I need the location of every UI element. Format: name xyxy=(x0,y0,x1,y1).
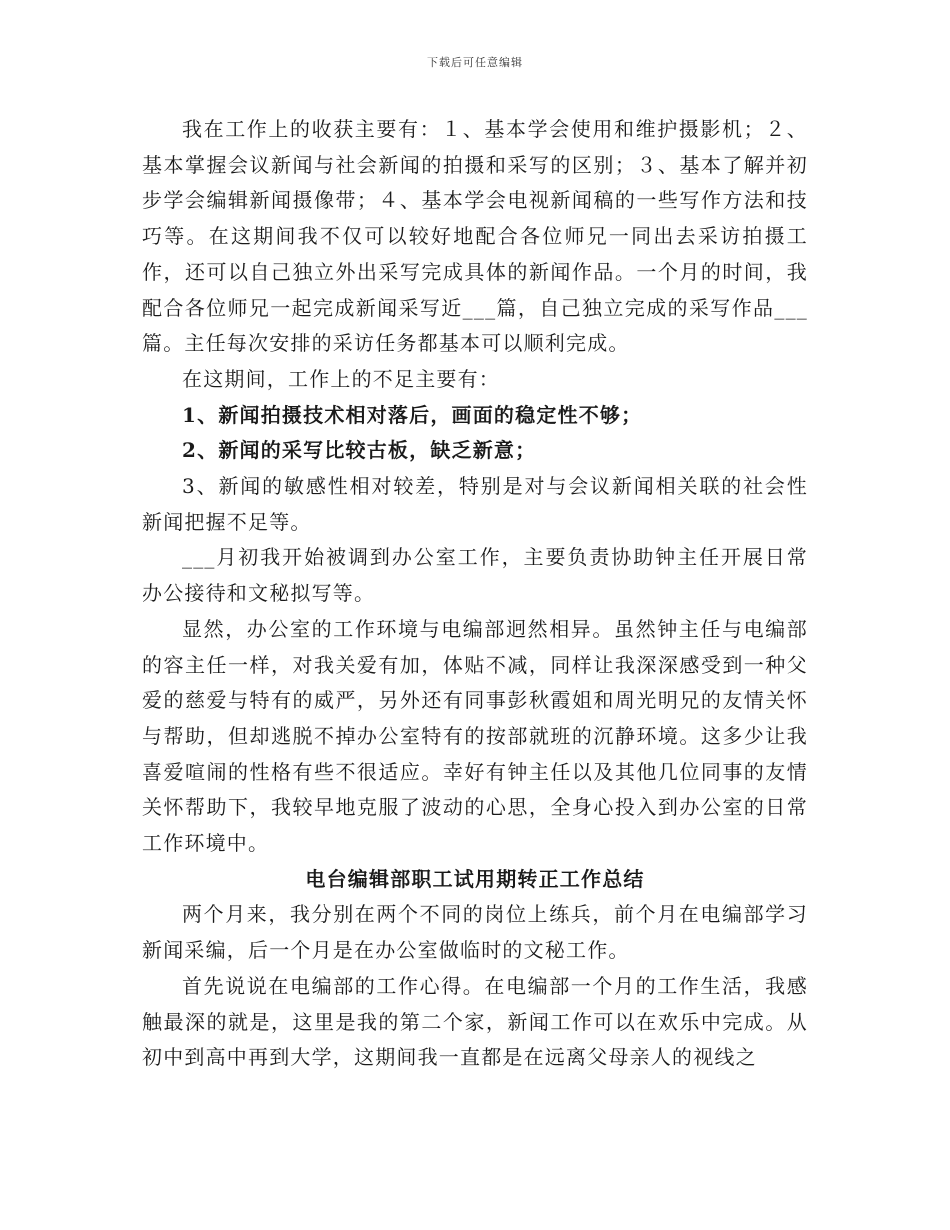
paragraph-gains: 我在工作上的收获主要有：１、基本学会使用和维护摄影机；２、基本掌握会议新闻与社会新闻的拍摄和采写的区别；３、基本了解并初步学会编辑新闻摄像带；４、基本学会电视新闻稿的一些写作方法和技巧等。在这期间我不仅可以较好地配合各位师兄一同出去采访拍摄工作，还可以自己独立外出采写完成具体的新闻作品。一个月的时间，我配合各位师兄一起完成新闻采写近___篇，自己独立完成的采写作品___篇。主任每次安排的采访任务都基本可以顺利完成。 xyxy=(142,117,808,356)
paragraph-two-months: 两个月来，我分别在两个不同的岗位上练兵，前个月在电编部学习新闻采编，后一个月是在办公室做临时的文秘工作。 xyxy=(142,902,808,963)
paragraph-shortcomings-intro: 在这期间，工作上的不足主要有： xyxy=(182,366,500,391)
paragraph-office-environment: 显然，办公室的工作环境与电编部迥然相异。虽然钟主任与电编部的容主任一样，对我关爱有加，体贴不减，同样让我深深感受到一种父爱的慈爱与特有的威严，另外还有同事彭秋霞姐和周光明兄的友情关怀与帮助，但却逃脱不掉办公室特有的按部就班的沉静环境。这多少让我喜爱喧闹的性格有些不很适应。幸好有钟主任以及其他几位同事的友情关怀帮助下，我较早地克服了波动的心思，全身心投入到办公室的日常工作环境中。 xyxy=(142,616,808,856)
header-note: 下载后可任意编辑 xyxy=(427,56,523,69)
paragraph-editing-insights: 首先说说在电编部的工作心得。在电编部一个月的工作生活，我感触最深的就是，这里是我的第二个家，新闻工作可以在欢乐中完成。从初中到高中再到大学，这期间我一直都是在远离父母亲人的视线之 xyxy=(142,973,808,1070)
section-title: 电台编辑部职工试用期转正工作总结 xyxy=(305,866,645,891)
shortcoming-item-2: 2、新闻的采写比较古板，缺乏新意； xyxy=(182,438,537,463)
shortcoming-item-3: 3、新闻的敏感性相对较差，特别是对与会议新闻相关联的社会性新闻把握不足等。 xyxy=(142,474,808,534)
paragraph-office-transfer: ___月初我开始被调到办公室工作，主要负责协助钟主任开展日常办公接待和文秘拟写等。 xyxy=(142,545,808,606)
shortcoming-item-1: 1、新闻拍摄技术相对落后，画面的稳定性不够； xyxy=(182,402,643,427)
document-body xyxy=(142,112,808,1076)
